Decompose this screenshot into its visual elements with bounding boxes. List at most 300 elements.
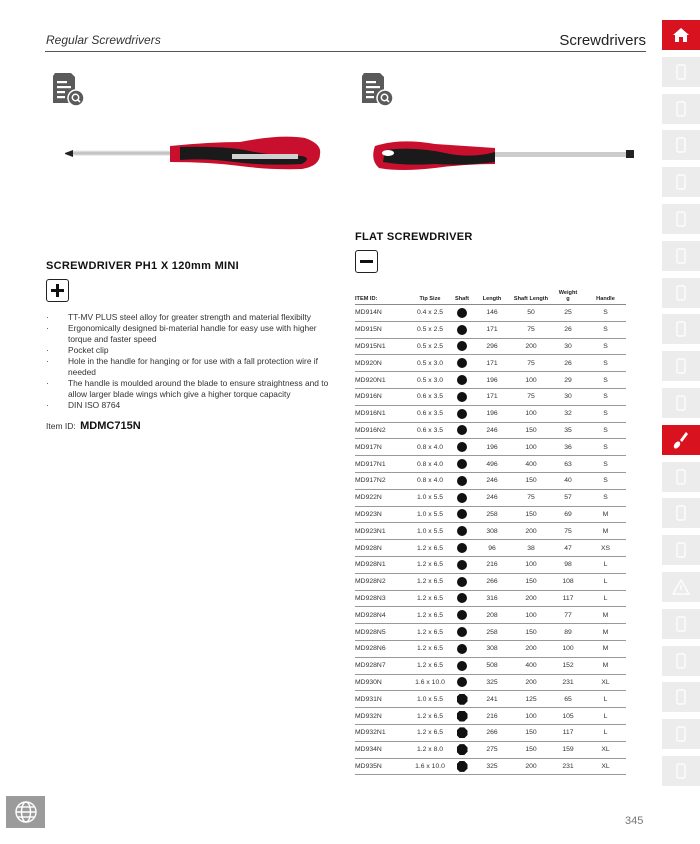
table-row: [355, 758, 626, 775]
cell-handle: L: [585, 590, 626, 607]
cell-shaft-length: 125: [511, 691, 551, 708]
cell-item-id: MD930N: [355, 674, 409, 691]
cell-length: 196: [473, 405, 511, 422]
table-row: [355, 355, 626, 372]
cell-handle: S: [585, 355, 626, 372]
cell-shaft: [451, 422, 473, 439]
table-row: [355, 590, 626, 607]
cell-shaft: [451, 657, 473, 674]
cell-tip-size: 1.2 x 6.5: [409, 708, 451, 725]
table-row: [355, 724, 626, 741]
spec-table: [355, 286, 626, 775]
cell-item-id: MD923N1: [355, 523, 409, 540]
cell-shaft-length: 75: [511, 355, 551, 372]
cell-handle: L: [585, 724, 626, 741]
product-title: SCREWDRIVER PH1 X 120mm MINI: [46, 260, 239, 272]
col-header-tip-size: Tip Size: [409, 286, 451, 305]
sidebar-tab-home[interactable]: [662, 20, 700, 50]
hex-shaft-icon: [457, 744, 468, 755]
cell-handle: S: [585, 456, 626, 473]
sidebar-tab-cutter[interactable]: [662, 462, 700, 492]
round-shaft-icon: [457, 493, 467, 503]
sidebar-tab-hammer[interactable]: [662, 498, 700, 528]
cell-length: 196: [473, 372, 511, 389]
round-shaft-icon: [457, 644, 467, 654]
sidebar-tab-screwdriver[interactable]: [662, 425, 700, 455]
cell-length: 325: [473, 758, 511, 775]
document-search-icon[interactable]: [358, 70, 398, 110]
cell-tip-size: 1.0 x 5.5: [409, 523, 451, 540]
cell-handle: S: [585, 405, 626, 422]
cell-length: 216: [473, 556, 511, 573]
cell-shaft-length: 150: [511, 573, 551, 590]
cell-item-id: MD928N3: [355, 590, 409, 607]
cell-shaft: [451, 556, 473, 573]
cell-length: 216: [473, 708, 511, 725]
cell-handle: M: [585, 506, 626, 523]
cell-length: 266: [473, 724, 511, 741]
col-header-handle: Handle: [585, 286, 626, 305]
cell-item-id: MD915N1: [355, 338, 409, 355]
cell-tip-size: 0.5 x 3.0: [409, 372, 451, 389]
cell-shaft: [451, 489, 473, 506]
cell-item-id: MD917N2: [355, 472, 409, 489]
feature-item: · Hole in the handle for hanging or for use with a fall protection wire if needed: [46, 356, 336, 378]
cell-handle: M: [585, 523, 626, 540]
cell-item-id: MD935N: [355, 758, 409, 775]
feature-item: · Ergonomically designed bi-material handle for easy use with higher torque and faster speed: [46, 323, 336, 345]
cell-tip-size: 0.8 x 4.0: [409, 439, 451, 456]
hex-shaft-icon: [457, 694, 468, 705]
cell-item-id: MD928N: [355, 540, 409, 557]
cell-handle: L: [585, 556, 626, 573]
flat-screwdriver-image: [355, 120, 655, 200]
cell-weight: 57: [551, 489, 585, 506]
round-shaft-icon: [457, 661, 467, 671]
cell-length: 246: [473, 489, 511, 506]
weight-header-line2: g: [566, 296, 570, 302]
cell-tip-size: 1.2 x 6.5: [409, 573, 451, 590]
cell-length: 308: [473, 640, 511, 657]
cell-handle: S: [585, 472, 626, 489]
sidebar-tab-socket-set[interactable]: [662, 204, 700, 234]
cell-shaft-length: 100: [511, 607, 551, 624]
cell-shaft-length: 400: [511, 657, 551, 674]
marker-icon: [671, 614, 691, 634]
sidebar-tab-toolbox[interactable]: [662, 57, 700, 87]
cell-tip-size: 1.2 x 6.5: [409, 607, 451, 624]
cell-weight: 152: [551, 657, 585, 674]
col-header-shaft: Shaft: [451, 286, 473, 305]
cell-length: 241: [473, 691, 511, 708]
cell-weight: 108: [551, 573, 585, 590]
tool-case-icon: [671, 172, 691, 192]
cell-shaft: [451, 590, 473, 607]
sidebar-tab-spanner[interactable]: [662, 388, 700, 418]
home-icon: [671, 25, 691, 45]
cell-shaft-length: 50: [511, 305, 551, 322]
cell-shaft-length: 200: [511, 674, 551, 691]
table-row: [355, 556, 626, 573]
cell-tip-size: 0.8 x 4.0: [409, 472, 451, 489]
table-header-row: [355, 286, 626, 305]
cell-weight: 26: [551, 321, 585, 338]
cell-weight: 35: [551, 422, 585, 439]
cell-weight: 100: [551, 640, 585, 657]
cell-item-id: MD915N: [355, 321, 409, 338]
cell-handle: S: [585, 439, 626, 456]
cell-shaft: [451, 388, 473, 405]
cell-length: 258: [473, 624, 511, 641]
cell-shaft: [451, 741, 473, 758]
col-header-item-id: ITEM ID:: [355, 286, 409, 305]
cell-tip-size: 0.6 x 3.5: [409, 422, 451, 439]
table-row: [355, 456, 626, 473]
cell-item-id: MD916N1: [355, 405, 409, 422]
cell-handle: S: [585, 372, 626, 389]
round-shaft-icon: [457, 442, 467, 452]
cell-tip-size: 1.2 x 6.5: [409, 657, 451, 674]
sidebar-tab-gauge[interactable]: [662, 682, 700, 712]
globe-icon: [14, 800, 38, 824]
tape-measure-icon: [671, 651, 691, 671]
cell-length: 316: [473, 590, 511, 607]
round-shaft-icon: [457, 358, 467, 368]
cell-shaft: [451, 456, 473, 473]
round-shaft-icon: [457, 459, 467, 469]
cell-length: 146: [473, 305, 511, 322]
sidebar-tab-warning[interactable]: [662, 572, 700, 602]
table-row: [355, 489, 626, 506]
cell-shaft-length: 75: [511, 388, 551, 405]
cell-item-id: MD914N: [355, 305, 409, 322]
cell-shaft-length: 75: [511, 489, 551, 506]
cell-item-id: MD928N5: [355, 624, 409, 641]
feature-item: · The handle is moulded around the blade to ensure straightness and to allow larger blade wings which give a higher torque capacity: [46, 378, 336, 400]
round-shaft-icon: [457, 325, 467, 335]
cell-shaft-length: 150: [511, 506, 551, 523]
cell-weight: 117: [551, 590, 585, 607]
sidebar-tab-marker[interactable]: [662, 609, 700, 639]
cell-length: 171: [473, 388, 511, 405]
cell-tip-size: 0.6 x 3.5: [409, 405, 451, 422]
feature-item: · TT-MV PLUS steel alloy for greater strength and material flexibilty: [46, 312, 336, 323]
page-number: 345: [625, 815, 644, 827]
sidebar-tab-pliers[interactable]: [662, 351, 700, 381]
item-id-value: MDMC715N: [80, 420, 141, 432]
cell-shaft-length: 38: [511, 540, 551, 557]
gears-icon: [671, 724, 691, 744]
minus-icon: [355, 250, 378, 273]
table-row: [355, 657, 626, 674]
sidebar-tab-trolley[interactable]: [662, 130, 700, 160]
cell-length: 275: [473, 741, 511, 758]
cabinet-icon: [671, 246, 691, 266]
col-header-length: Length: [473, 286, 511, 305]
hex-shaft-icon: [457, 711, 468, 722]
cell-handle: M: [585, 657, 626, 674]
cell-shaft: [451, 573, 473, 590]
cell-length: 308: [473, 523, 511, 540]
cell-handle: M: [585, 624, 626, 641]
round-shaft-icon: [457, 425, 467, 435]
cell-tip-size: 0.8 x 4.0: [409, 456, 451, 473]
sidebar-tab-tornado[interactable]: [662, 756, 700, 786]
cell-shaft: [451, 372, 473, 389]
wrench-icon: [671, 283, 691, 303]
cell-weight: 98: [551, 556, 585, 573]
table-row: [355, 388, 626, 405]
cell-tip-size: 1.2 x 6.5: [409, 590, 451, 607]
cell-item-id: MD932N: [355, 708, 409, 725]
cell-shaft-length: 150: [511, 422, 551, 439]
cell-handle: S: [585, 305, 626, 322]
cell-shaft: [451, 724, 473, 741]
hammer-icon: [671, 503, 691, 523]
round-shaft-icon: [457, 543, 467, 553]
cell-length: 246: [473, 422, 511, 439]
table-row: [355, 523, 626, 540]
cell-handle: L: [585, 708, 626, 725]
cell-item-id: MD916N2: [355, 422, 409, 439]
cell-shaft: [451, 506, 473, 523]
cell-shaft: [451, 607, 473, 624]
cell-shaft: [451, 321, 473, 338]
cell-shaft-length: 100: [511, 372, 551, 389]
cell-tip-size: 1.2 x 8.0: [409, 741, 451, 758]
table-row: [355, 674, 626, 691]
cell-shaft: [451, 674, 473, 691]
cell-tip-size: 1.2 x 6.5: [409, 624, 451, 641]
cell-weight: 89: [551, 624, 585, 641]
cell-length: 325: [473, 674, 511, 691]
cell-handle: XL: [585, 674, 626, 691]
cell-shaft: [451, 405, 473, 422]
cell-tip-size: 0.5 x 2.5: [409, 338, 451, 355]
col-header-shaft-length: Shaft Length: [511, 286, 551, 305]
cell-weight: 231: [551, 674, 585, 691]
cell-shaft: [451, 305, 473, 322]
weight-header-line1: Weight: [558, 290, 578, 296]
cell-tip-size: 1.2 x 6.5: [409, 724, 451, 741]
cell-shaft-length: 200: [511, 758, 551, 775]
cell-weight: 36: [551, 439, 585, 456]
product-title: FLAT SCREWDRIVER: [355, 231, 473, 243]
round-shaft-icon: [457, 509, 467, 519]
cell-tip-size: 0.5 x 2.5: [409, 321, 451, 338]
table-row: [355, 472, 626, 489]
gauge-icon: [671, 687, 691, 707]
table-row: [355, 422, 626, 439]
cell-item-id: MD928N4: [355, 607, 409, 624]
cell-shaft-length: 200: [511, 338, 551, 355]
document-search-icon[interactable]: [49, 70, 89, 110]
table-row: [355, 372, 626, 389]
cell-shaft: [451, 758, 473, 775]
cell-tip-size: 1.2 x 6.5: [409, 640, 451, 657]
cell-length: 96: [473, 540, 511, 557]
category-title: Screwdrivers: [559, 32, 646, 49]
cell-weight: 47: [551, 540, 585, 557]
cell-tip-size: 1.2 x 6.5: [409, 556, 451, 573]
cell-item-id: MD928N1: [355, 556, 409, 573]
cell-shaft: [451, 708, 473, 725]
plus-icon: [46, 279, 69, 302]
table-row: [355, 305, 626, 322]
cell-item-id: MD928N6: [355, 640, 409, 657]
table-row: [355, 506, 626, 523]
cell-shaft: [451, 691, 473, 708]
cell-shaft: [451, 540, 473, 557]
cell-shaft: [451, 472, 473, 489]
table-row: [355, 741, 626, 758]
cell-length: 208: [473, 607, 511, 624]
cell-tip-size: 0.6 x 3.5: [409, 388, 451, 405]
cell-item-id: MD917N: [355, 439, 409, 456]
table-row: [355, 708, 626, 725]
sidebar-tab-cabinet[interactable]: [662, 241, 700, 271]
round-shaft-icon: [457, 677, 467, 687]
tornado-icon: [671, 761, 691, 781]
round-shaft-icon: [457, 526, 467, 536]
sidebar-tab-tool-case[interactable]: [662, 167, 700, 197]
cell-tip-size: 1.6 x 10.0: [409, 674, 451, 691]
cell-length: 258: [473, 506, 511, 523]
header-divider: [45, 51, 646, 52]
cell-tip-size: 1.0 x 5.5: [409, 506, 451, 523]
cell-shaft: [451, 523, 473, 540]
section-title: Regular Screwdrivers: [46, 33, 161, 47]
cell-item-id: MD920N: [355, 355, 409, 372]
round-shaft-icon: [457, 560, 467, 570]
cell-handle: S: [585, 422, 626, 439]
cell-handle: M: [585, 607, 626, 624]
cell-weight: 231: [551, 758, 585, 775]
cell-weight: 105: [551, 708, 585, 725]
cell-weight: 40: [551, 472, 585, 489]
cell-weight: 30: [551, 388, 585, 405]
cell-item-id: MD928N7: [355, 657, 409, 674]
cell-tip-size: 0.5 x 3.0: [409, 355, 451, 372]
table-row: [355, 338, 626, 355]
table-row: [355, 640, 626, 657]
sidebar-tab-gears[interactable]: [662, 719, 700, 749]
cell-handle: XS: [585, 540, 626, 557]
cell-shaft: [451, 624, 473, 641]
cell-handle: L: [585, 691, 626, 708]
cell-tip-size: 1.2 x 6.5: [409, 540, 451, 557]
round-shaft-icon: [457, 577, 467, 587]
cell-tip-size: 1.6 x 10.0: [409, 758, 451, 775]
cell-item-id: MD920N1: [355, 372, 409, 389]
cell-length: 171: [473, 321, 511, 338]
cell-shaft-length: 150: [511, 624, 551, 641]
cell-weight: 65: [551, 691, 585, 708]
table-row: [355, 624, 626, 641]
globe-button[interactable]: [6, 796, 45, 828]
feature-item: · Pocket clip: [46, 345, 336, 356]
trolley-icon: [671, 135, 691, 155]
sidebar-tab-scissors[interactable]: [662, 535, 700, 565]
cell-shaft-length: 100: [511, 708, 551, 725]
cell-shaft: [451, 640, 473, 657]
cell-shaft-length: 200: [511, 590, 551, 607]
round-shaft-icon: [457, 610, 467, 620]
table-row: [355, 607, 626, 624]
sidebar-tab-sockets[interactable]: [662, 314, 700, 344]
toolbox-icon: [671, 62, 691, 82]
cell-weight: 32: [551, 405, 585, 422]
cell-tip-size: 1.0 x 5.5: [409, 489, 451, 506]
cell-length: 266: [473, 573, 511, 590]
cell-shaft-length: 100: [511, 556, 551, 573]
cell-item-id: MD931N: [355, 691, 409, 708]
cell-shaft-length: 75: [511, 321, 551, 338]
hex-shaft-icon: [457, 761, 468, 772]
cell-weight: 159: [551, 741, 585, 758]
cell-length: 496: [473, 456, 511, 473]
cell-weight: 69: [551, 506, 585, 523]
table-row: [355, 439, 626, 456]
phillips-screwdriver-image: [40, 120, 340, 200]
item-id-label: Item ID:: [46, 421, 76, 431]
round-shaft-icon: [457, 392, 467, 402]
cell-length: 508: [473, 657, 511, 674]
cell-handle: S: [585, 321, 626, 338]
cell-length: 296: [473, 338, 511, 355]
spanner-icon: [671, 393, 691, 413]
sidebar-tab-tool-set[interactable]: [662, 94, 700, 124]
round-shaft-icon: [457, 409, 467, 419]
cell-item-id: MD932N1: [355, 724, 409, 741]
round-shaft-icon: [457, 308, 467, 318]
cell-shaft: [451, 338, 473, 355]
cell-tip-size: 0.4 x 2.5: [409, 305, 451, 322]
hex-shaft-icon: [457, 727, 468, 738]
round-shaft-icon: [457, 476, 467, 486]
socket-set-icon: [671, 209, 691, 229]
cell-item-id: MD922N: [355, 489, 409, 506]
cell-shaft-length: 150: [511, 724, 551, 741]
cell-handle: S: [585, 338, 626, 355]
cell-weight: 29: [551, 372, 585, 389]
cell-length: 246: [473, 472, 511, 489]
cell-handle: M: [585, 640, 626, 657]
scissors-icon: [671, 540, 691, 560]
cell-weight: 25: [551, 305, 585, 322]
cell-shaft: [451, 355, 473, 372]
tool-set-icon: [671, 99, 691, 119]
cell-shaft-length: 200: [511, 523, 551, 540]
cell-tip-size: 1.0 x 5.5: [409, 691, 451, 708]
round-shaft-icon: [457, 627, 467, 637]
cell-weight: 63: [551, 456, 585, 473]
table-row: [355, 691, 626, 708]
sidebar-tab-wrench[interactable]: [662, 278, 700, 308]
cell-weight: 117: [551, 724, 585, 741]
cell-handle: L: [585, 573, 626, 590]
table-row: [355, 573, 626, 590]
cell-shaft-length: 200: [511, 640, 551, 657]
cell-handle: S: [585, 489, 626, 506]
table-row: [355, 540, 626, 557]
cell-shaft-length: 150: [511, 741, 551, 758]
sockets-icon: [671, 319, 691, 339]
sidebar-tab-tape-measure[interactable]: [662, 646, 700, 676]
table-row: [355, 405, 626, 422]
cell-shaft: [451, 439, 473, 456]
cutter-icon: [671, 467, 691, 487]
